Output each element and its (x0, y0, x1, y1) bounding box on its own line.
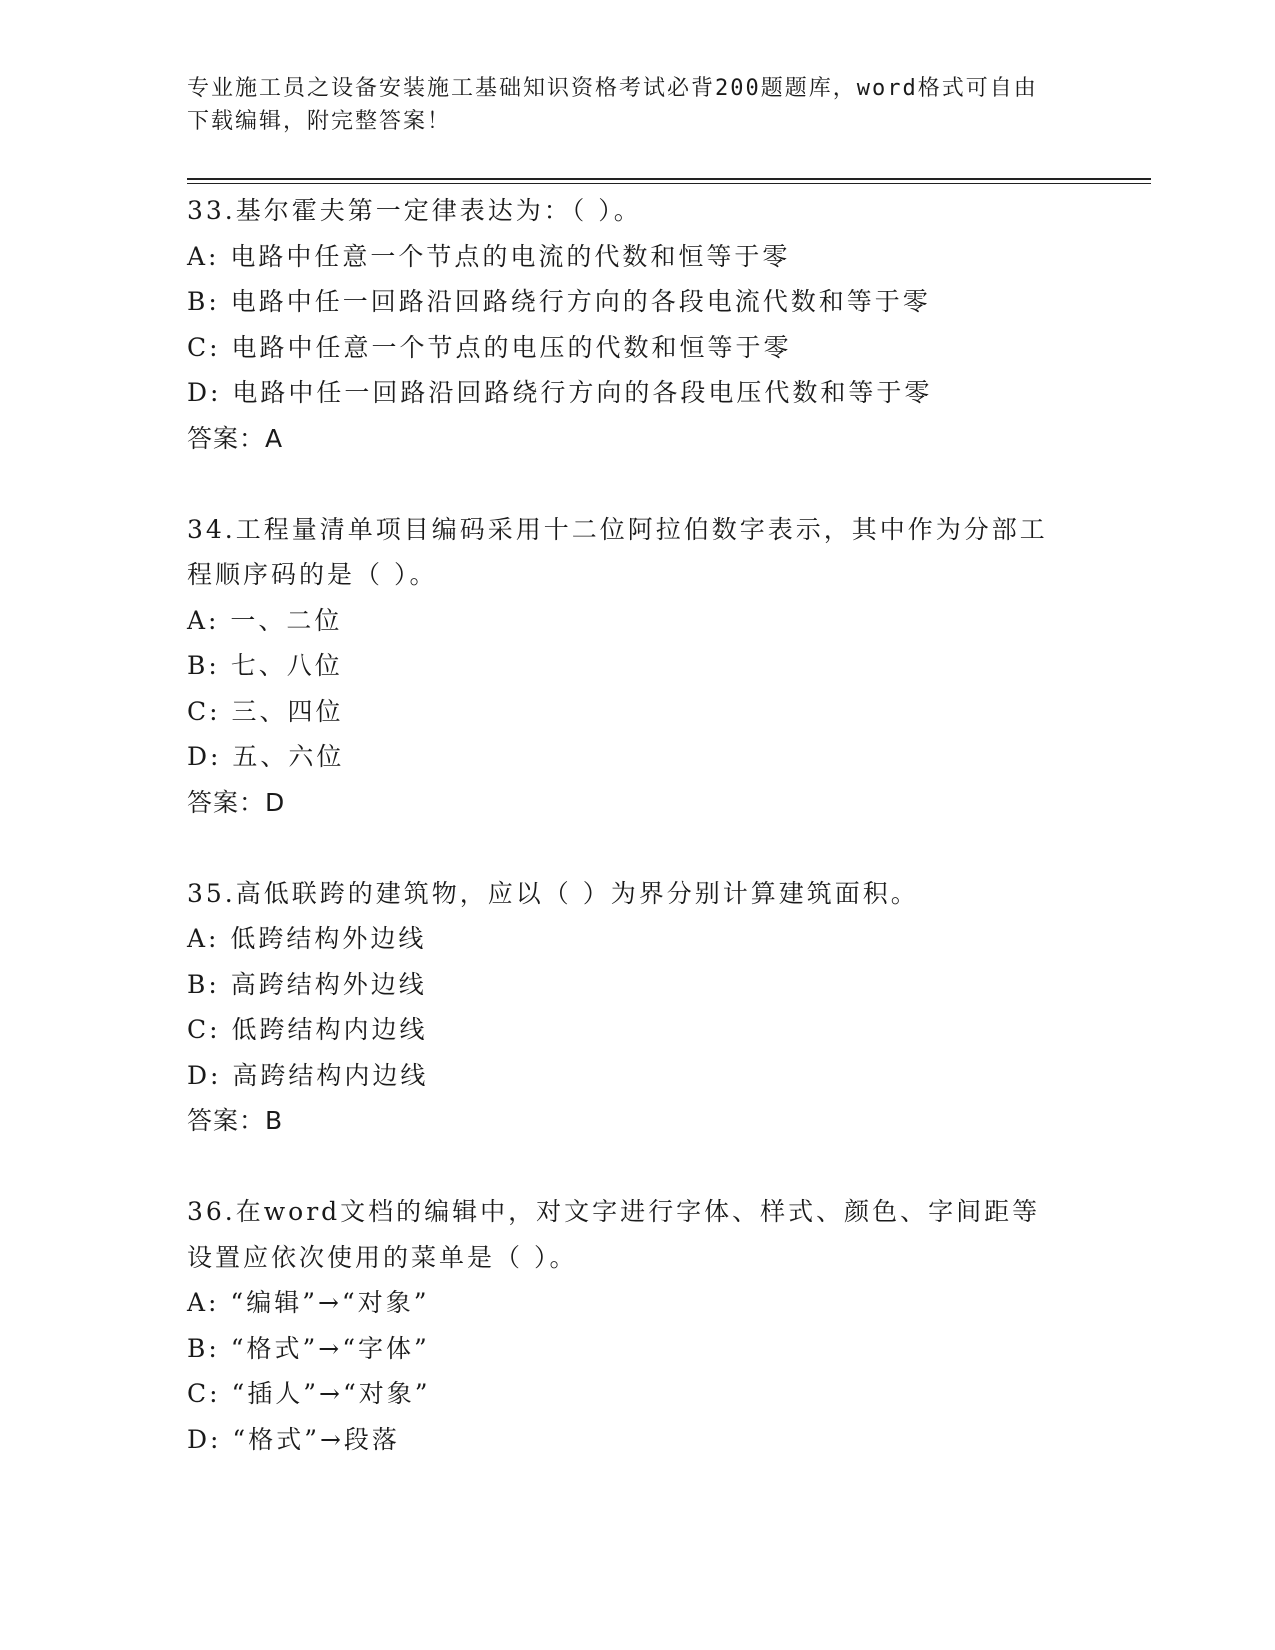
option-a: A: 低跨结构外边线 (187, 924, 427, 953)
answer-line: 答案：B (187, 1106, 284, 1135)
option-d: D: 五、六位 (187, 742, 345, 771)
question-36 (187, 1189, 1087, 1462)
document-header (187, 72, 1067, 138)
option-a: A: 一、二位 (187, 605, 343, 635)
header-divider-thin (187, 183, 1151, 184)
spacer (187, 461, 1087, 507)
spacer (187, 825, 1087, 871)
option-b: B: 高跨结构外边线 (187, 969, 427, 999)
question-stem-continued: 设置应依次使用的菜单是（ ）。 (187, 1242, 578, 1272)
question-stem: 35.高低联跨的建筑物，应以（ ）为界分别计算建筑面积。 (187, 878, 919, 908)
option-d: D: 电路中任一回路沿回路绕行方向的各段电压代数和等于零 (187, 378, 933, 407)
question-35 (187, 871, 1087, 1144)
option-c: C: “插人”→“对象” (187, 1379, 431, 1408)
option-a: A: “编辑”→“对象” (187, 1288, 430, 1317)
option-d: D: 高跨结构内边线 (187, 1060, 429, 1090)
option-c: C: 低跨结构内边线 (187, 1015, 428, 1044)
question-33 (187, 188, 1087, 461)
option-c: C: 三、四位 (187, 696, 344, 726)
header-divider-thick (187, 178, 1151, 180)
option-d: D: “格式”→段落 (187, 1424, 400, 1454)
header-line-1: 专业施工员之设备安装施工基础知识资格考试必背200题题库，word格式可自由 (187, 76, 1038, 101)
header-line-2: 下载编辑，附完整答案！ (187, 109, 452, 134)
spacer (187, 1144, 1087, 1190)
option-b: B: 电路中任一回路沿回路绕行方向的各段电流代数和等于零 (187, 287, 931, 316)
option-b: B: “格式”→“字体” (187, 1333, 430, 1363)
option-c: C: 电路中任意一个节点的电压的代数和恒等于零 (187, 332, 792, 362)
question-stem: 36.在word文档的编辑中，对文字进行字体、样式、颜色、字间距等 (187, 1197, 1041, 1226)
option-a: A: 电路中任意一个节点的电流的代数和恒等于零 (187, 241, 791, 271)
question-list (187, 188, 1087, 1462)
question-stem: 33.基尔霍夫第一定律表达为：（ ）。 (187, 196, 642, 225)
question-stem-continued: 程顺序码的是（ ）。 (187, 560, 438, 589)
answer-line: 答案：A (187, 423, 284, 453)
option-b: B: 七、八位 (187, 651, 343, 680)
question-34 (187, 507, 1087, 826)
question-stem: 34.工程量清单项目编码采用十二位阿拉伯数字表示，其中作为分部工 (187, 514, 1048, 544)
answer-line: 答案：D (187, 787, 286, 817)
